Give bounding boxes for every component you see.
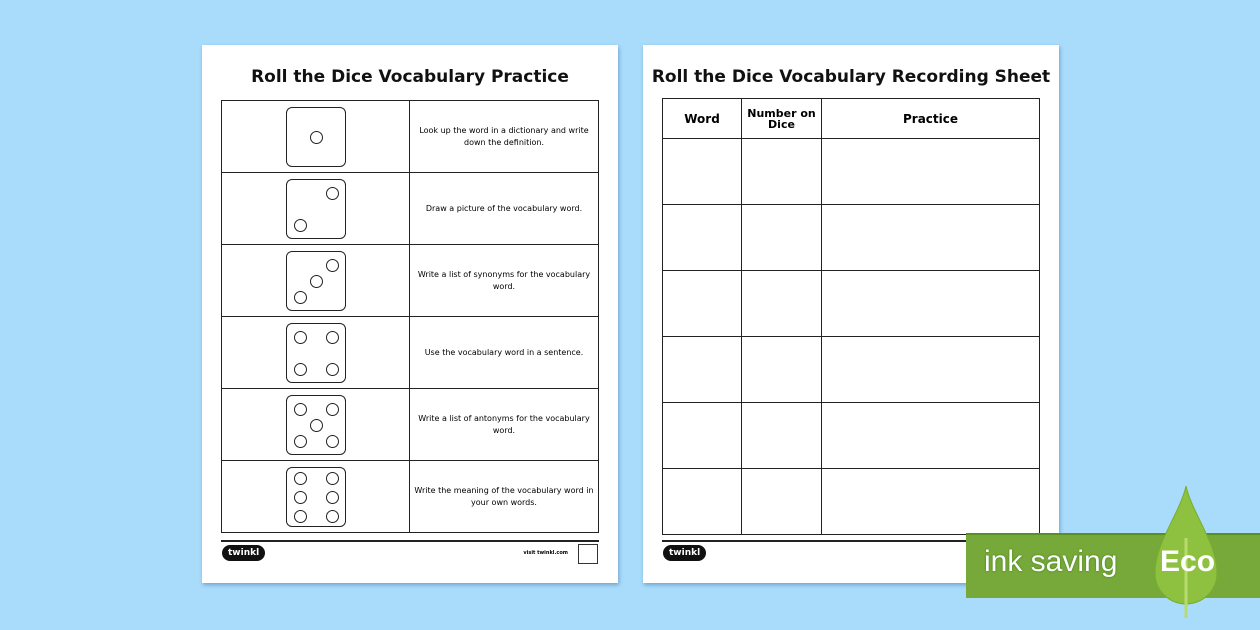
recording-cell[interactable] — [742, 205, 822, 271]
recording-cell[interactable] — [742, 271, 822, 337]
instruction-text: Write a list of antonyms for the vocabulary word. — [410, 389, 599, 461]
dice-pip — [294, 219, 307, 232]
practice-table — [221, 100, 599, 533]
recording-cell[interactable] — [663, 337, 742, 403]
recording-row — [663, 205, 1040, 271]
dice-1-icon — [286, 107, 346, 167]
dice-pip — [294, 291, 307, 304]
dice-5-icon — [286, 395, 346, 455]
recording-row — [663, 337, 1040, 403]
dice-6-icon — [286, 467, 346, 527]
practice-row — [222, 101, 599, 173]
dice-pip — [294, 472, 307, 485]
practice-page — [202, 45, 618, 583]
eco-label: Eco — [1160, 545, 1216, 578]
header-word: Word — [663, 99, 742, 139]
recording-row — [663, 469, 1040, 535]
instruction-text: Write a list of synonyms for the vocabulary word. — [410, 245, 599, 317]
recording-page — [643, 45, 1059, 583]
dice-pip — [294, 435, 307, 448]
visit-link: visit twinkl.com — [523, 550, 568, 556]
recording-cell[interactable] — [742, 139, 822, 205]
header-practice: Practice — [822, 99, 1040, 139]
recording-cell[interactable] — [822, 205, 1040, 271]
dice-pip — [310, 131, 323, 144]
dice-pip — [294, 510, 307, 523]
dice-4-icon — [286, 323, 346, 383]
dice-pip — [326, 331, 339, 344]
recording-cell[interactable] — [822, 337, 1040, 403]
header-number: Number on Dice — [742, 99, 822, 139]
twinkl-logo: twinkl — [663, 545, 706, 561]
dice-pip — [326, 363, 339, 376]
recording-cell[interactable] — [663, 403, 742, 469]
recording-cell[interactable] — [822, 469, 1040, 535]
page-title: Roll the Dice Vocabulary Practice — [251, 67, 569, 87]
dice-pip — [326, 510, 339, 523]
instruction-text: Use the vocabulary word in a sentence. — [410, 317, 599, 389]
dice-2-icon — [286, 179, 346, 239]
page-title: Roll the Dice Vocabulary Recording Sheet — [651, 67, 1051, 87]
badge-icon — [578, 544, 598, 564]
instruction-text: Look up the word in a dictionary and write down the definition. — [410, 101, 599, 173]
recording-row — [663, 139, 1040, 205]
recording-cell[interactable] — [663, 139, 742, 205]
dice-pip — [326, 403, 339, 416]
instruction-text: Draw a picture of the vocabulary word. — [410, 173, 599, 245]
dice-pip — [310, 275, 323, 288]
recording-cell[interactable] — [663, 205, 742, 271]
dice-pip — [310, 419, 323, 432]
recording-cell[interactable] — [822, 403, 1040, 469]
dice-pip — [326, 472, 339, 485]
recording-cell[interactable] — [742, 469, 822, 535]
dice-pip — [326, 491, 339, 504]
practice-row — [222, 317, 599, 389]
twinkl-logo: twinkl — [222, 545, 265, 561]
recording-row — [663, 271, 1040, 337]
practice-row — [222, 389, 599, 461]
recording-cell[interactable] — [742, 403, 822, 469]
dice-pip — [294, 491, 307, 504]
dice-pip — [294, 331, 307, 344]
practice-row — [222, 461, 599, 533]
recording-cell[interactable] — [822, 271, 1040, 337]
dice-pip — [326, 435, 339, 448]
dice-pip — [294, 363, 307, 376]
footer-divider — [221, 540, 599, 542]
dice-3-icon — [286, 251, 346, 311]
ink-saving-label: ink saving — [984, 545, 1118, 578]
recording-row — [663, 403, 1040, 469]
recording-cell[interactable] — [663, 271, 742, 337]
instruction-text: Write the meaning of the vocabulary word in your own words. — [410, 461, 599, 533]
recording-cell[interactable] — [742, 337, 822, 403]
recording-cell[interactable] — [663, 469, 742, 535]
dice-pip — [294, 403, 307, 416]
recording-cell[interactable] — [822, 139, 1040, 205]
dice-pip — [326, 259, 339, 272]
recording-table — [662, 98, 1040, 535]
practice-row — [222, 173, 599, 245]
dice-pip — [326, 187, 339, 200]
practice-row — [222, 245, 599, 317]
